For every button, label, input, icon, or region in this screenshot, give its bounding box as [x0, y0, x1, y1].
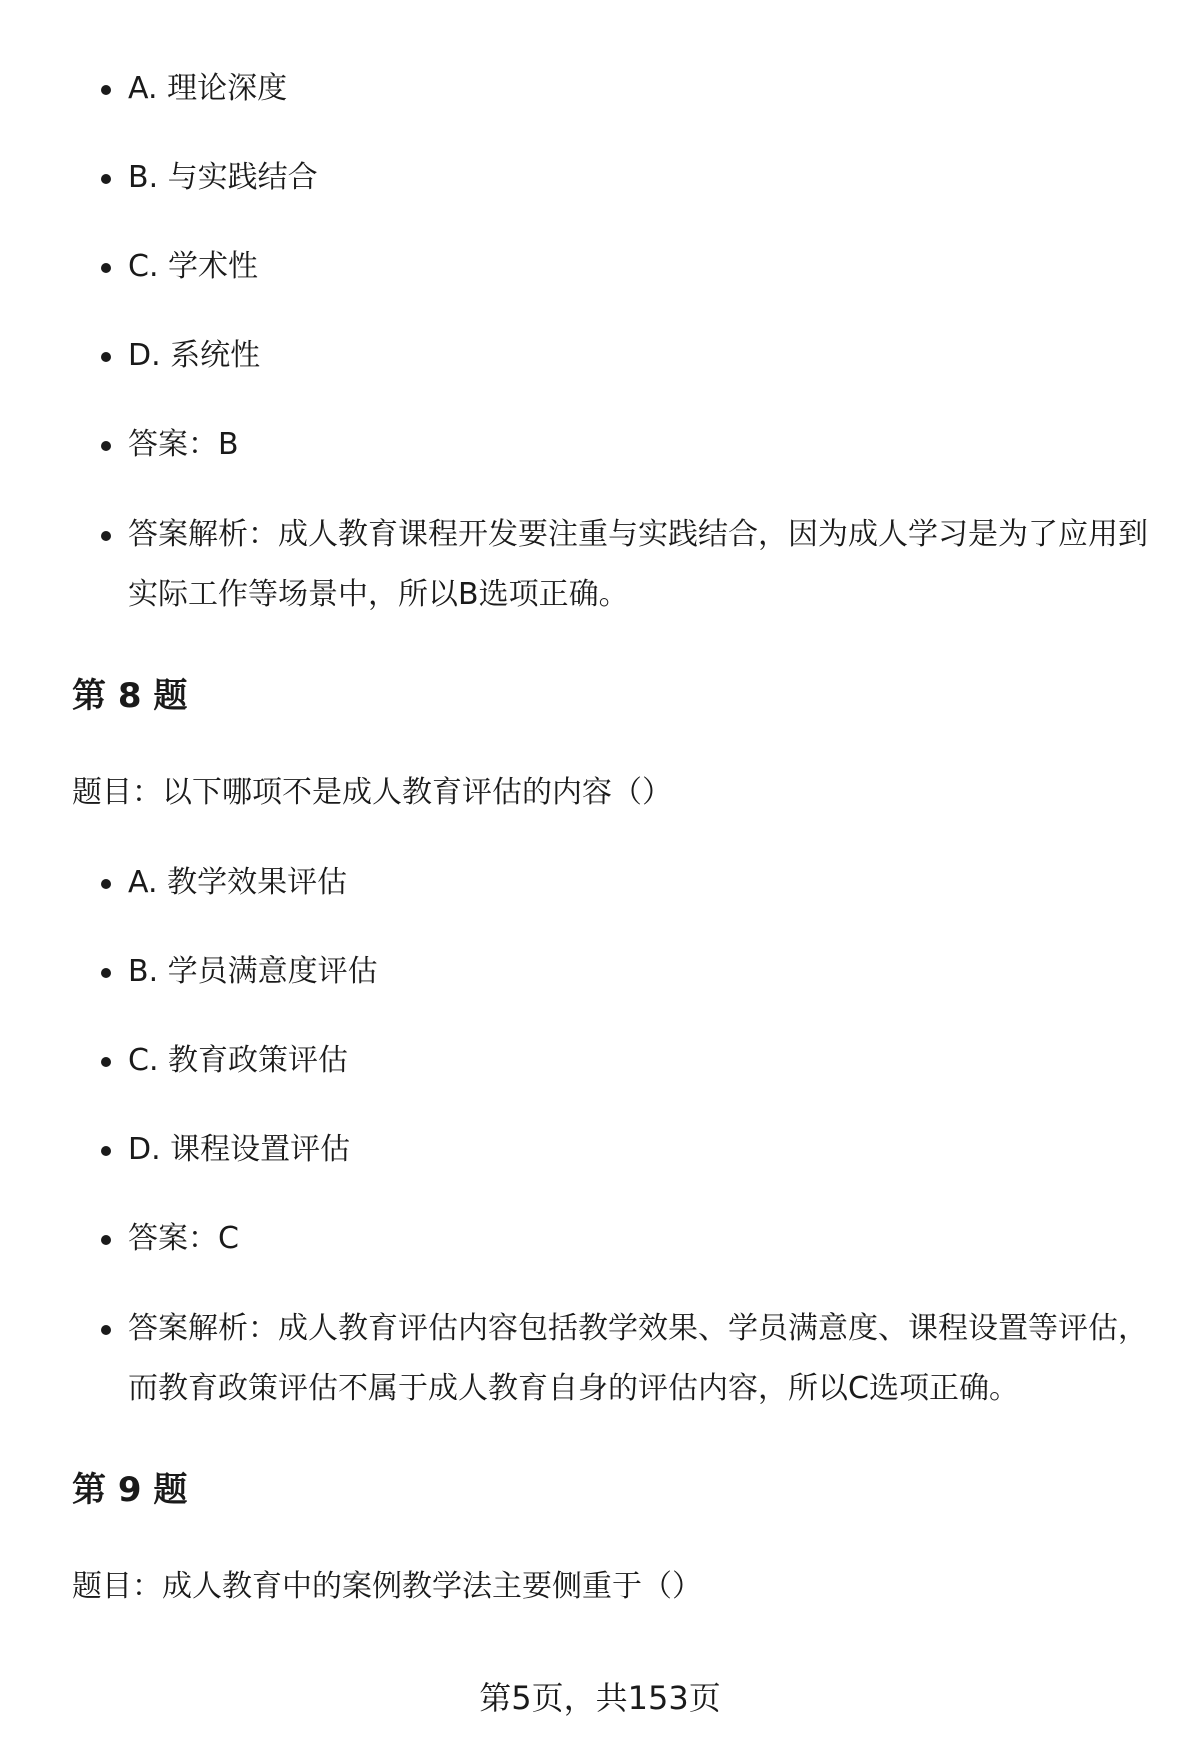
option-b: B. 学员满意度评估: [128, 942, 1148, 1002]
option-c: C. 教育政策评估: [128, 1031, 1148, 1091]
question-9-heading: 第 9 题: [72, 1470, 188, 1510]
option-d: D. 系统性: [128, 326, 1148, 386]
answer-analysis: 答案解析：成人教育评估内容包括教学效果、学员满意度、课程设置等评估，而教育政策评估不属于成人教育自身的评估内容，所以C选项正确。: [128, 1299, 1148, 1419]
answer-analysis: 答案解析：成人教育课程开发要注重与实践结合，因为成人学习是为了应用到实际工作等场景中，所以B选项正确。: [128, 505, 1148, 625]
option-a: A. 理论深度: [128, 59, 1148, 119]
question-9-text: 题目：成人教育中的案例教学法主要侧重于（）: [72, 1569, 702, 1604]
option-a: A. 教学效果评估: [128, 853, 1148, 913]
answer: 答案：C: [128, 1209, 1148, 1269]
answer: 答案：B: [128, 415, 1148, 475]
question-8-heading: 第 8 题: [72, 676, 188, 716]
option-b: B. 与实践结合: [128, 148, 1148, 208]
option-d: D. 课程设置评估: [128, 1120, 1148, 1180]
page-number: 第5页，共153页: [479, 1679, 721, 1717]
option-c: C. 学术性: [128, 237, 1148, 297]
question-8-text: 题目：以下哪项不是成人教育评估的内容（）: [72, 775, 672, 810]
